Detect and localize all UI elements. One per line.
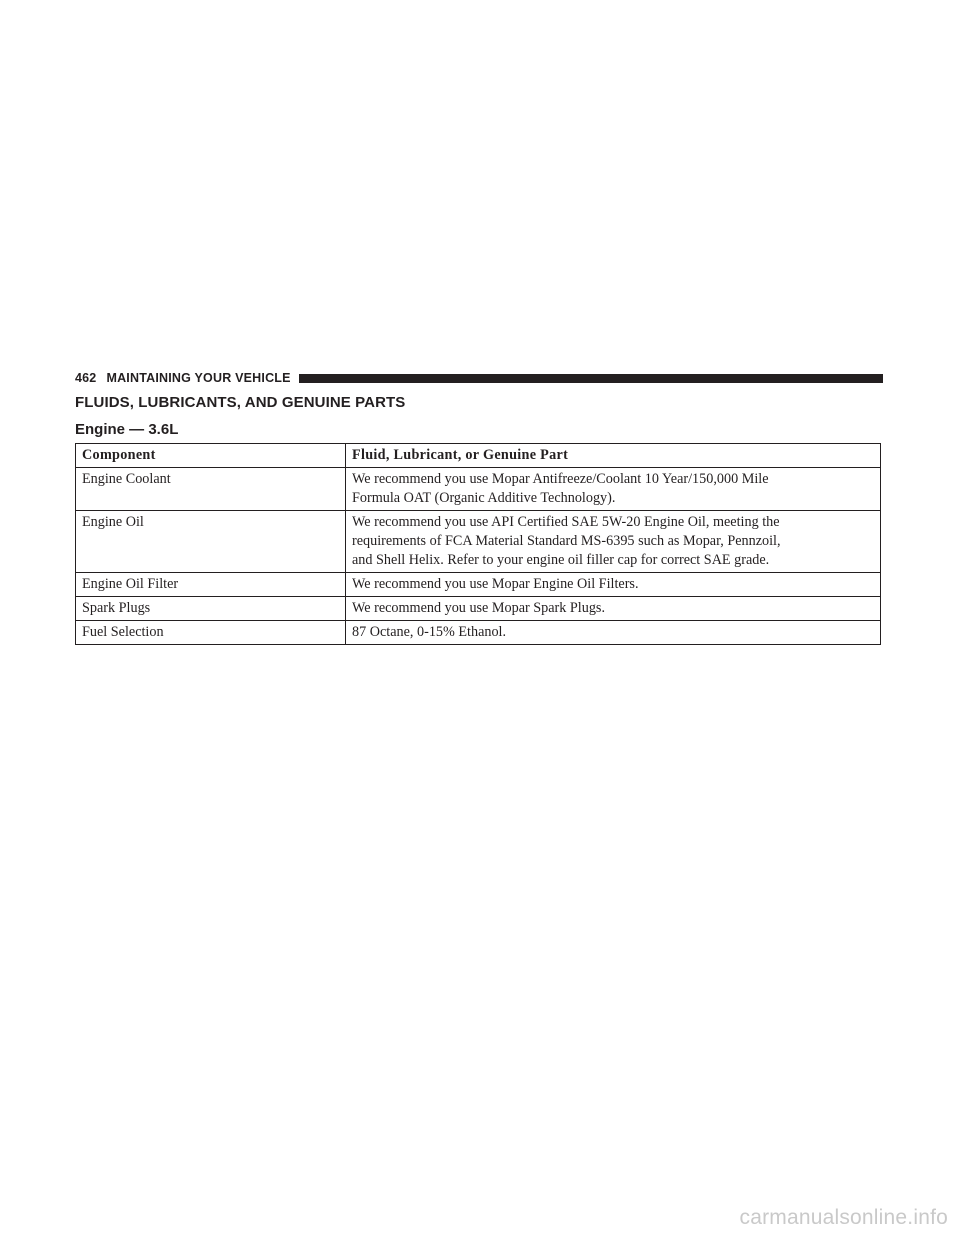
table-header-row: [76, 444, 881, 468]
watermark: carmanualsonline.info: [739, 1206, 948, 1229]
fluid-cell: [346, 597, 881, 621]
fluid-cell: [346, 573, 881, 597]
table-row: [76, 511, 881, 573]
fluids-table: [75, 443, 881, 645]
table-row: [76, 468, 881, 511]
component-cell: Engine Oil: [76, 511, 346, 573]
fluid-line: Formula OAT (Organic Additive Technology).: [352, 490, 616, 506]
fluid-line: requirements of FCA Material Standard MS-6395 such as Mopar, Pennzoil,: [352, 533, 781, 549]
fluid-cell: [346, 621, 881, 645]
component-cell: Spark Plugs: [76, 597, 346, 621]
fluid-line: We recommend you use Mopar Antifreeze/Coolant 10 Year/150,000 Mile: [352, 471, 769, 487]
component-cell: Engine Oil Filter: [76, 573, 346, 597]
column-header-component: Component: [76, 444, 346, 468]
fluid-line: We recommend you use Mopar Spark Plugs.: [352, 600, 606, 616]
header-rule: [299, 374, 883, 383]
fluid-line: We recommend you use Mopar Engine Oil Filters.: [352, 576, 639, 592]
table-row: [76, 573, 881, 597]
page-header: [75, 370, 883, 386]
main-heading: FLUIDS, LUBRICANTS, AND GENUINE PARTS: [75, 394, 406, 411]
page-number: 462: [75, 371, 97, 385]
fluid-cell: [346, 511, 881, 573]
component-cell: Fuel Selection: [76, 621, 346, 645]
fluid-line: and Shell Helix. Refer to your engine oil filler cap for correct SAE grade.: [352, 552, 770, 568]
sub-heading: Engine — 3.6L: [75, 421, 179, 438]
table-row: [76, 597, 881, 621]
component-cell: Engine Coolant: [76, 468, 346, 511]
fluid-line: We recommend you use API Certified SAE 5W-20 Engine Oil, meeting the: [352, 514, 780, 530]
section-title: MAINTAINING YOUR VEHICLE: [106, 371, 291, 385]
fluid-line: 87 Octane, 0-15% Ethanol.: [352, 624, 507, 640]
table-row: [76, 621, 881, 645]
fluid-cell: [346, 468, 881, 511]
column-header-fluid: Fluid, Lubricant, or Genuine Part: [346, 444, 881, 468]
